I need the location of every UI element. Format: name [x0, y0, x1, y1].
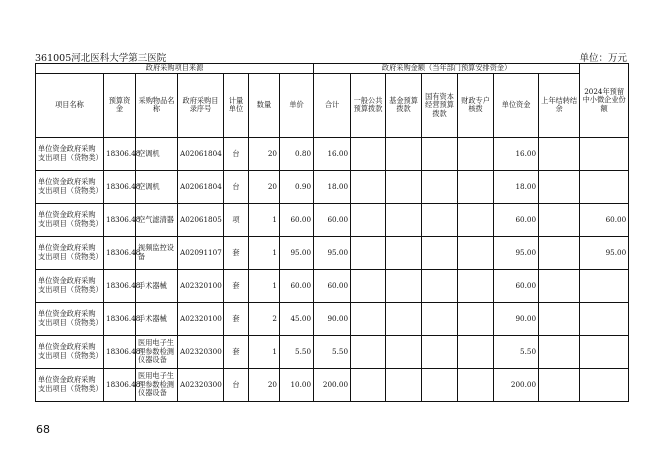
cell-item: 空气滤清器 [136, 203, 178, 236]
cell-project: 单位资金政府采购支出项目（货物类） [36, 236, 104, 269]
cell-catalog: A02320300 [178, 335, 224, 368]
cell-special [458, 269, 494, 302]
cell-carry [539, 269, 580, 302]
cell-sme: 95.00 [580, 236, 629, 269]
cell-total: 16.00 [314, 137, 351, 170]
cell-unit: 套 [224, 302, 249, 335]
cell-sme [580, 302, 629, 335]
cell-special [458, 137, 494, 170]
procurement-table [35, 63, 629, 402]
cell-qty: 20 [249, 368, 280, 401]
cell-sme: 60.00 [580, 203, 629, 236]
cell-sme [580, 269, 629, 302]
cell-project: 单位资金政府采购支出项目（货物类） [36, 137, 104, 170]
cell-budget: 18306.48 [104, 137, 136, 170]
table-row [36, 269, 629, 302]
cell-catalog: A02091107 [178, 236, 224, 269]
cell-fund [386, 269, 422, 302]
cell-budget: 18306.48 [104, 203, 136, 236]
cell-total: 200.00 [314, 368, 351, 401]
table-row [36, 302, 629, 335]
cell-budget: 18306.48 [104, 269, 136, 302]
cell-own: 18.00 [494, 170, 539, 203]
col-header: 基金预算拨款 [386, 73, 422, 137]
cell-state [422, 269, 458, 302]
cell-price: 5.50 [280, 335, 314, 368]
cell-fund [386, 203, 422, 236]
cell-general [351, 203, 386, 236]
cell-price: 0.80 [280, 137, 314, 170]
cell-general [351, 368, 386, 401]
cell-item: 空调机 [136, 137, 178, 170]
cell-project: 单位资金政府采购支出项目（货物类） [36, 302, 104, 335]
col-header: 单位资金 [494, 73, 539, 137]
col-header: 数量 [249, 73, 280, 137]
cell-catalog: A02320100 [178, 302, 224, 335]
cell-general [351, 335, 386, 368]
cell-carry [539, 335, 580, 368]
col-header: 单价 [280, 73, 314, 137]
col-header: 上年结转结余 [539, 73, 580, 137]
cell-own: 90.00 [494, 302, 539, 335]
cell-fund [386, 335, 422, 368]
cell-price: 0.90 [280, 170, 314, 203]
cell-qty: 20 [249, 137, 280, 170]
currency-unit: 单位：万元 [579, 53, 627, 64]
cell-qty: 1 [249, 269, 280, 302]
cell-unit: 台 [224, 170, 249, 203]
cell-fund [386, 236, 422, 269]
col-header: 合计 [314, 73, 351, 137]
cell-price: 60.00 [280, 269, 314, 302]
cell-special [458, 335, 494, 368]
cell-state [422, 170, 458, 203]
cell-budget: 18306.48 [104, 335, 136, 368]
cell-budget: 18306.48 [104, 170, 136, 203]
cell-total: 90.00 [314, 302, 351, 335]
cell-own: 16.00 [494, 137, 539, 170]
cell-price: 45.00 [280, 302, 314, 335]
cell-item: 医用电子生理参数检测仪器设备 [136, 368, 178, 401]
cell-catalog: A02061804 [178, 137, 224, 170]
cell-own: 95.00 [494, 236, 539, 269]
sme-header: 2024年预留中小微企业份额 [580, 64, 629, 138]
cell-catalog: A02320300 [178, 368, 224, 401]
cell-unit: 套 [224, 335, 249, 368]
cell-special [458, 302, 494, 335]
cell-fund [386, 368, 422, 401]
cell-special [458, 203, 494, 236]
cell-fund [386, 302, 422, 335]
table-row [36, 236, 629, 269]
cell-total: 60.00 [314, 203, 351, 236]
cell-item: 手术器械 [136, 302, 178, 335]
cell-unit: 台 [224, 368, 249, 401]
table-row [36, 368, 629, 401]
cell-own: 60.00 [494, 203, 539, 236]
cell-total: 5.50 [314, 335, 351, 368]
col-header: 一般公共预算拨款 [351, 73, 386, 137]
cell-item: 视频监控设备 [136, 236, 178, 269]
cell-special [458, 170, 494, 203]
cell-qty: 1 [249, 236, 280, 269]
cell-sme [580, 170, 629, 203]
cell-carry [539, 236, 580, 269]
table-row [36, 137, 629, 170]
col-header: 项目名称 [36, 73, 104, 137]
cell-general [351, 137, 386, 170]
cell-fund [386, 170, 422, 203]
cell-special [458, 368, 494, 401]
cell-sme [580, 368, 629, 401]
cell-item: 手术器械 [136, 269, 178, 302]
cell-catalog: A02320100 [178, 269, 224, 302]
cell-special [458, 236, 494, 269]
cell-project: 单位资金政府采购支出项目（货物类） [36, 368, 104, 401]
col-header: 国有资本经营预算拨款 [422, 73, 458, 137]
cell-state [422, 302, 458, 335]
cell-total: 60.00 [314, 269, 351, 302]
table-row [36, 170, 629, 203]
cell-general [351, 302, 386, 335]
cell-project: 单位资金政府采购支出项目（货物类） [36, 203, 104, 236]
cell-project: 单位资金政府采购支出项目（货物类） [36, 170, 104, 203]
cell-general [351, 170, 386, 203]
cell-own: 200.00 [494, 368, 539, 401]
cell-carry [539, 203, 580, 236]
cell-catalog: A02061804 [178, 170, 224, 203]
cell-carry [539, 170, 580, 203]
col-header: 财政专户核拨 [458, 73, 494, 137]
cell-qty: 20 [249, 170, 280, 203]
cell-state [422, 368, 458, 401]
cell-price: 10.00 [280, 368, 314, 401]
cell-carry [539, 137, 580, 170]
cell-unit: 台 [224, 137, 249, 170]
cell-sme [580, 335, 629, 368]
cell-item: 空调机 [136, 170, 178, 203]
cell-total: 95.00 [314, 236, 351, 269]
table-row [36, 335, 629, 368]
column-headers [36, 73, 629, 137]
cell-qty: 1 [249, 335, 280, 368]
cell-state [422, 335, 458, 368]
cell-unit: 套 [224, 269, 249, 302]
page-number: 68 [36, 423, 50, 436]
cell-unit: 项 [224, 203, 249, 236]
section-funds: 政府采购金额（当年部门预算安排资金） [314, 64, 580, 74]
cell-sme [580, 137, 629, 170]
cell-catalog: A02061805 [178, 203, 224, 236]
col-header: 采购物品名称 [136, 73, 178, 137]
cell-project: 单位资金政府采购支出项目（货物类） [36, 335, 104, 368]
cell-carry [539, 368, 580, 401]
section-source: 政府采购项目来源 [36, 64, 314, 74]
col-header: 计量单位 [224, 73, 249, 137]
cell-fund [386, 137, 422, 170]
cell-state [422, 137, 458, 170]
col-header: 预算资金 [104, 73, 136, 137]
cell-budget: 18306.48 [104, 368, 136, 401]
col-header: 政府采购目录序号 [178, 73, 224, 137]
cell-own: 60.00 [494, 269, 539, 302]
cell-general [351, 236, 386, 269]
cell-state [422, 203, 458, 236]
cell-general [351, 269, 386, 302]
cell-qty: 1 [249, 203, 280, 236]
cell-price: 60.00 [280, 203, 314, 236]
cell-own: 5.50 [494, 335, 539, 368]
cell-budget: 18306.48 [104, 302, 136, 335]
cell-item: 医用电子生理参数检测仪器设备 [136, 335, 178, 368]
cell-price: 95.00 [280, 236, 314, 269]
cell-qty: 2 [249, 302, 280, 335]
cell-carry [539, 302, 580, 335]
cell-unit: 套 [224, 236, 249, 269]
table-row [36, 203, 629, 236]
cell-state [422, 236, 458, 269]
cell-total: 18.00 [314, 170, 351, 203]
unit-name: 361005河北医科大学第三医院 [35, 53, 167, 64]
cell-project: 单位资金政府采购支出项目（货物类） [36, 269, 104, 302]
cell-budget: 18306.48 [104, 236, 136, 269]
